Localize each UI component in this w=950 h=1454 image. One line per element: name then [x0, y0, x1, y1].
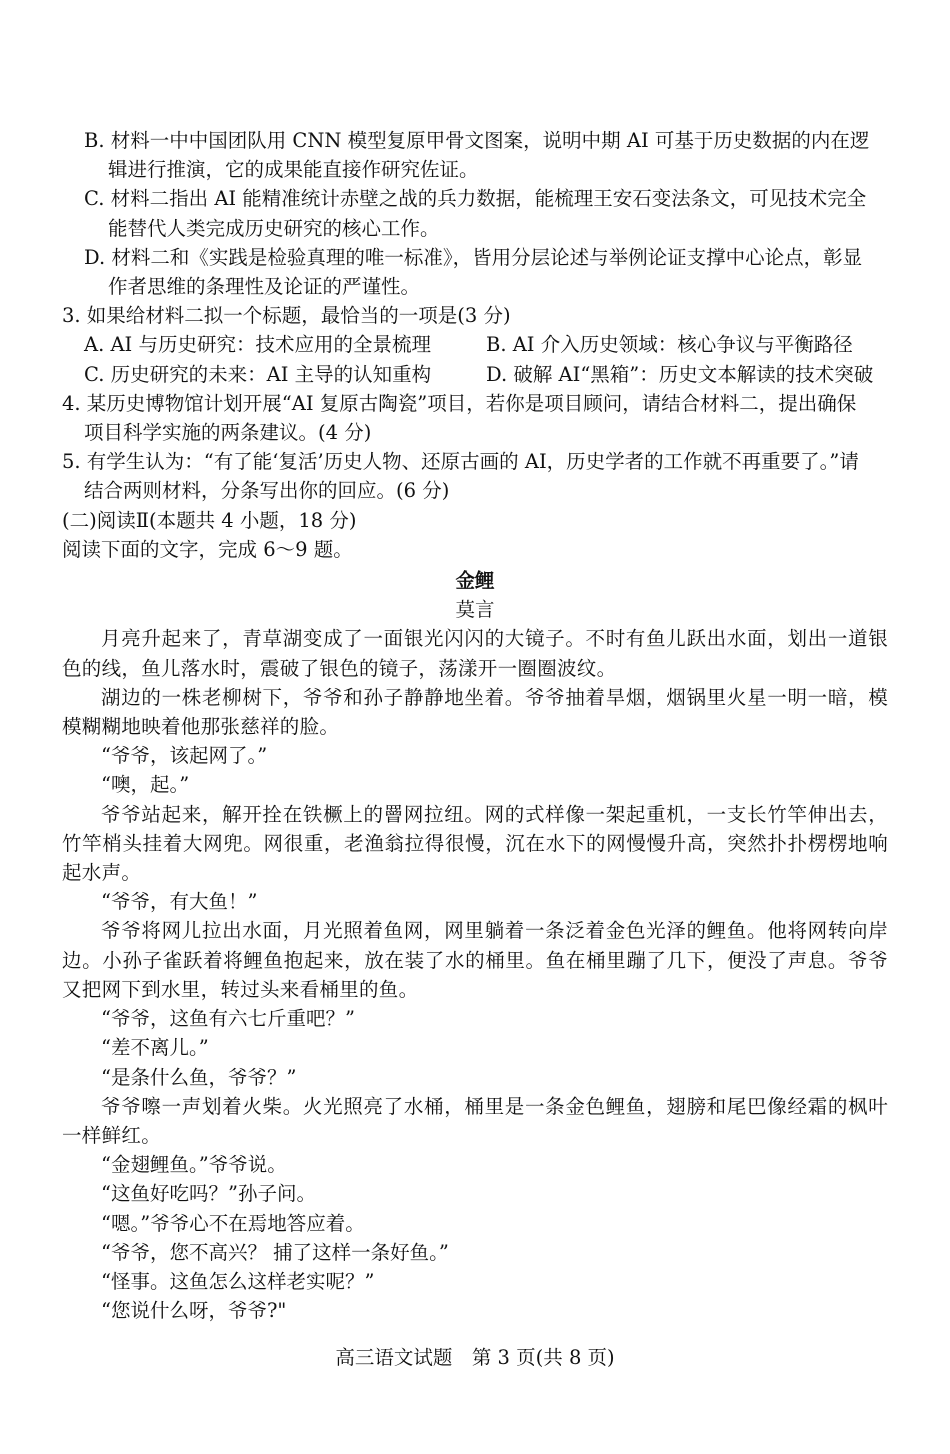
- section-heading: (二)阅读Ⅱ(本题共 4 小题，18 分): [62, 508, 357, 532]
- story-paragraph-4: 爷爷将网儿拉出水面，月光照着鱼网，网里躺着一条泛着金色光泽的鲤鱼。他将网转向岸边。小孙子雀跃着将鲤鱼抱起来，放在装了水的桶里。鱼在桶里蹦了几下，便没了声息。爷爷又把网下到水里，转过头来看桶里的鱼。: [62, 919, 888, 1001]
- dialogue-1: “爷爷，该起网了。”: [101, 744, 268, 768]
- story-author: 莫言: [455, 598, 495, 622]
- option-c: C. 材料二指出 AI 能精准统计赤壁之战的兵力数据，能梳理王安石变法条文，可见技术完全: [84, 187, 867, 211]
- q3-option-d: D. 破解 AI“黑箱”：历史文本解读的技术突破: [486, 362, 874, 386]
- option-c-cont: 能替代人类完成历史研究的核心工作。: [108, 216, 440, 240]
- dialogue-10: “爷爷，您不高兴？ 捕了这样一条好鱼。”: [101, 1240, 449, 1264]
- exam-page: [62, 126, 888, 1325]
- story-title: 金鲤: [455, 569, 495, 593]
- dialogue-3: “爷爷，有大鱼！”: [101, 890, 258, 914]
- dialogue-6: “是条什么鱼，爷爷？”: [101, 1065, 297, 1089]
- dialogue-5: “差不离儿。”: [101, 1036, 209, 1060]
- question-5: 5. 有学生认为：“有了能‘复活’历史人物、还原古画的 AI，历史学者的工作就不再重要了。”请: [62, 450, 859, 474]
- option-d-cont: 作者思维的条理性及论证的严谨性。: [108, 275, 421, 299]
- story-paragraph-1: 月亮升起来了，青草湖变成了一面银光闪闪的大镜子。不时有鱼儿跃出水面，划出一道银色的线，鱼儿落水时，震破了银色的镜子，荡漾开一圈圈波纹。: [62, 627, 888, 680]
- dialogue-8: “这鱼好吃吗？”孙子问。: [101, 1182, 316, 1206]
- q3-option-a: A. AI 与历史研究：技术应用的全景梳理: [84, 333, 431, 357]
- story-paragraph-2: 湖边的一株老柳树下，爷爷和孙子静静地坐着。爷爷抽着旱烟，烟锅里火星一明一暗，模模糊糊地映着他那张慈祥的脸。: [62, 685, 888, 739]
- q3-option-c: C. 历史研究的未来：AI 主导的认知重构: [84, 362, 432, 386]
- question-3-choices-row1: [62, 330, 888, 359]
- dialogue-7: “金翅鲤鱼。”爷爷说。: [101, 1153, 287, 1177]
- question-3: 3. 如果给材料二拟一个标题，最恰当的一项是(3 分): [62, 304, 511, 328]
- option-d: D. 材料二和《实践是检验真理的唯一标准》，皆用分层论述与举例论证支撑中心论点，彰显: [84, 245, 863, 269]
- dialogue-9: “嗯。”爷爷心不在焉地答应着。: [101, 1211, 365, 1235]
- dialogue-2: “噢，起。”: [101, 773, 190, 797]
- question-4-cont: 项目科学实施的两条建议。(4 分): [84, 421, 372, 445]
- story-paragraph-3: 爷爷站起来，解开拴在铁橛上的罾网拉纽。网的式样像一架起重机，一支长竹竿伸出去，竹竿梢头挂着大网兜。网很重，老渔翁拉得很慢，沉在水下的网慢慢升高，突然扑扑楞楞地响起水声。: [62, 802, 888, 885]
- option-b: B. 材料一中中国团队用 CNN 模型复原甲骨文图案，说明中期 AI 可基于历史数据的内在逻: [84, 129, 870, 152]
- dialogue-11: “怪事。这鱼怎么这样老实呢？”: [101, 1269, 375, 1293]
- page-footer: 高三语文试题 第 3 页(共 8 页): [335, 1346, 615, 1369]
- question-4: 4. 某历史博物馆计划开展“AI 复原古陶瓷”项目，若你是项目顾问，请结合材料二，提出确保: [62, 391, 857, 415]
- question-3-choices-row2: [62, 360, 888, 389]
- dialogue-12: “您说什么呀，爷爷?": [101, 1299, 287, 1323]
- dialogue-4: “爷爷，这鱼有六七斤重吧？”: [101, 1007, 355, 1031]
- story-paragraph-5: 爷爷嚓一声划着火柴。火光照亮了水桶，桶里是一条金色鲤鱼，翅膀和尾巴像经霜的枫叶一样鲜红。: [62, 1094, 888, 1147]
- q3-option-b: B. AI 介入历史领域：核心争议与平衡路径: [486, 333, 853, 357]
- question-5-cont: 结合两则材料，分条写出你的回应。(6 分): [84, 479, 450, 503]
- option-b-cont: 辑进行推演，它的成果能直接作研究佐证。: [108, 158, 479, 182]
- section-instruction: 阅读下面的文字，完成 6～9 题。: [62, 537, 353, 561]
